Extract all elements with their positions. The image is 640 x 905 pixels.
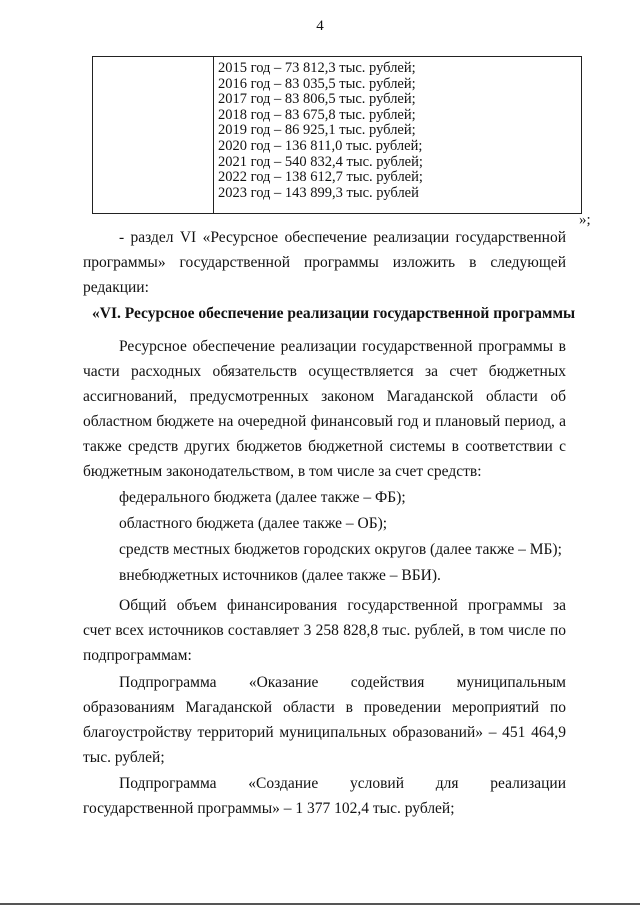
table-right-cell [214,57,581,213]
table-close-quote: »; [579,212,591,228]
table-left-cell [93,57,214,213]
paragraph-subprogram-1: Подпрограмма «Оказание содействия муниципальным образованиям Магаданской области в проведении мероприятий по благоустройству территорий муниципальных образований» – 451 464,9 тыс. рублей; [83,674,566,766]
table-row: 2018 год – 83 675,8 тыс. рублей; [218,106,416,123]
budget-table [92,56,582,214]
list-item: областного бюджета (далее также – ОБ); [119,515,388,532]
list-item: федерального бюджета (далее также – ФБ); [119,489,406,506]
paragraph-subprogram-2: Подпрограмма «Создание условий для реализации государственной программы» – 1 377 102,4 тыс. рублей; [83,775,566,817]
table-row: 2015 год – 73 812,3 тыс. рублей; [218,60,416,76]
section-heading: «VI. Ресурсное обеспечение реализации государственной программы [92,305,576,322]
table-row: 2023 год – 143 899,3 тыс. рублей [218,184,419,201]
list-item: средств местных бюджетов городских округов (далее также – МБ); [119,541,562,558]
table-row: 2020 год – 136 811,0 тыс. рублей; [218,137,423,154]
paragraph-total-funding: Общий объем финансирования государственной программы за счет всех источников составляет 3 258 828,8 тыс. рублей, в том числе по подпрограммам: [83,597,566,664]
table-row: 2019 год – 86 925,1 тыс. рублей; [218,122,416,139]
table-row: 2016 год – 83 035,5 тыс. рублей; [218,75,416,92]
table-row: 2021 год – 540 832,4 тыс. рублей; [218,153,423,170]
paragraph-resources: Ресурсное обеспечение реализации государственной программы в части расходных обязательств осуществляется за счет бюджетных ассигнований, предусмотренных законом Магаданской области об областном бюджете на очередной финансовый год и плановый период, а также средств других бюджетов бюджетной системы в соответствии с бюджетным законодательством, в том числе за счет средств: [83,338,566,480]
intro-paragraph: - раздел VI «Ресурсное обеспечение реализации государственной программы» государственной программы изложить в следующей редакции: [83,229,566,296]
table-row: 2022 год – 138 612,7 тыс. рублей; [218,169,423,186]
page-number: 4 [316,18,324,34]
table-row: 2017 год – 83 806,5 тыс. рублей; [218,91,416,108]
list-item: внебюджетных источников (далее также – ВБИ). [119,567,441,584]
